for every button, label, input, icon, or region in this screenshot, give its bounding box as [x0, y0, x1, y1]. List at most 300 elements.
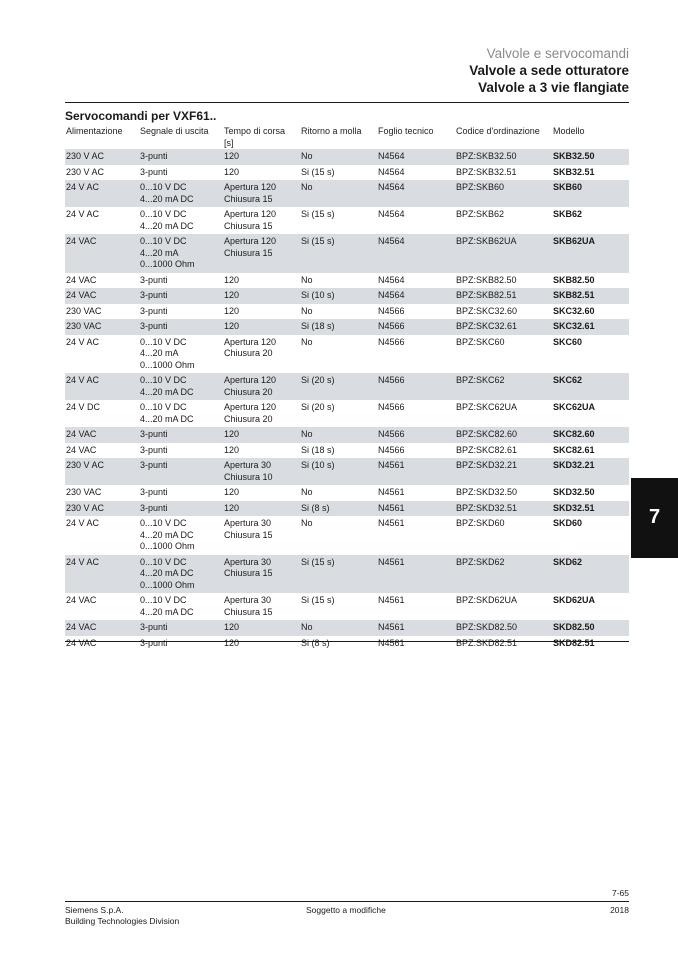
actuator-table	[65, 124, 629, 651]
cell-text: 3-punti	[140, 637, 168, 648]
cell-text: BPZ:SKD62	[456, 556, 505, 567]
cell-text: 0...10 V DC	[140, 236, 187, 246]
cell-text: N4561	[378, 518, 405, 528]
cell-text: N4566	[378, 402, 405, 412]
cell-order-code	[456, 337, 505, 349]
cell-order-code	[456, 557, 505, 569]
cell-text: 230 VAC	[66, 305, 102, 316]
cell-text: 24 VAC	[66, 290, 97, 300]
cell-text: Chiusura 15	[224, 193, 273, 204]
table-row	[65, 427, 629, 443]
cell-text: 24 VAC	[66, 429, 97, 439]
cell-spring-return	[301, 402, 335, 414]
cell-running-time	[224, 209, 276, 232]
cell-spring-return	[301, 167, 335, 179]
cell-spring-return	[301, 622, 313, 634]
cell-text: Chiusura 10	[224, 471, 273, 482]
table-row	[65, 443, 629, 459]
cell-output-signal	[140, 182, 194, 205]
cell-text: BPZ:SKD60	[456, 518, 505, 528]
cell-order-code	[456, 167, 517, 179]
cell-order-code	[456, 622, 517, 634]
cell-text: 120	[224, 444, 240, 455]
cell-text: Chiusura 20	[224, 348, 273, 358]
cell-output-signal	[140, 151, 168, 163]
cell-output-signal	[140, 518, 195, 553]
cell-text: 24 VAC	[66, 236, 97, 246]
cell-running-time	[224, 290, 239, 302]
cell-datasheet	[378, 402, 405, 414]
table-row	[65, 485, 629, 501]
cell-text: 230 VAC	[66, 321, 102, 331]
cell-running-time	[224, 275, 239, 287]
column-header-text: [s]	[224, 137, 234, 148]
chapter-tab-label: 7	[648, 506, 661, 528]
cell-text: Si (18 s)	[301, 444, 335, 455]
cell-text: 24 V AC	[66, 182, 100, 192]
cell-text: 0...1000 Ohm	[140, 579, 195, 590]
cell-supply	[66, 622, 96, 634]
cell-model	[553, 557, 582, 569]
cell-supply	[66, 503, 104, 515]
cell-spring-return	[301, 290, 335, 302]
cell-text: N4564	[378, 209, 405, 219]
cell-text: N4564	[378, 236, 405, 246]
cell-output-signal	[140, 375, 194, 398]
cell-text: Apertura 30	[224, 595, 272, 605]
cell-text: N4564	[378, 151, 405, 161]
cell-model	[553, 460, 595, 472]
cell-spring-return	[301, 151, 313, 163]
cell-spring-return	[301, 638, 330, 650]
cell-text: 120	[224, 274, 240, 285]
cell-text: BPZ:SKB32.51	[456, 166, 517, 177]
cell-running-time	[224, 236, 276, 259]
cell-text: 4...20 mA	[140, 247, 179, 258]
cell-text: BPZ:SKD32.21	[456, 460, 518, 470]
cell-supply	[66, 460, 104, 472]
cell-text: SKD32.50	[553, 487, 595, 497]
cell-datasheet	[378, 429, 405, 441]
footer-company-line2: Building Technologies Division	[65, 916, 180, 926]
cell-text: 0...10 V DC	[140, 556, 187, 567]
table-row	[65, 319, 629, 335]
cell-model	[553, 375, 582, 387]
cell-text: SKB62UA	[553, 236, 596, 246]
header-title-line1: Valvole a sede otturatore	[469, 63, 629, 78]
cell-text: Apertura 30	[224, 556, 272, 567]
cell-text: BPZ:SKC82.61	[456, 444, 518, 455]
cell-text: SKC62UA	[553, 402, 596, 412]
cell-text: SKC32.60	[553, 305, 595, 316]
cell-text: Apertura 120	[224, 336, 277, 347]
cell-supply	[66, 151, 104, 163]
cell-text: 3-punti	[140, 622, 168, 632]
cell-datasheet	[378, 638, 405, 650]
cell-order-code	[456, 236, 517, 248]
table-row	[65, 636, 629, 652]
cell-text: 230 V AC	[66, 460, 105, 470]
cell-text: SKC82.61	[553, 444, 595, 455]
cell-text: No	[301, 151, 313, 161]
cell-text: Chiusura 20	[224, 413, 273, 424]
column-header-text: Segnale di uscita	[140, 126, 209, 136]
cell-supply	[66, 429, 96, 441]
cell-model	[553, 337, 582, 349]
cell-text: 24 VAC	[66, 622, 97, 632]
cell-text: BPZ:SKC60	[456, 336, 505, 347]
cell-text: 0...10 V DC	[140, 336, 187, 347]
cell-text: 230 V AC	[66, 502, 105, 513]
cell-text: BPZ:SKC82.60	[456, 429, 518, 439]
header-category: Valvole e servocomandi	[486, 46, 629, 61]
cell-model	[553, 402, 595, 414]
cell-order-code	[456, 595, 517, 607]
cell-text: 3-punti	[140, 487, 168, 497]
footer-company	[65, 905, 179, 927]
cell-text: SKB82.51	[553, 290, 595, 300]
cell-text: 120	[224, 321, 240, 331]
cell-text: N4564	[378, 182, 405, 192]
cell-text: BPZ:SKB82.50	[456, 274, 517, 285]
cell-supply	[66, 337, 99, 349]
cell-text: SKB82.50	[553, 274, 595, 285]
cell-text: SKD60	[553, 518, 583, 528]
cell-spring-return	[301, 503, 330, 515]
cell-datasheet	[378, 209, 405, 221]
cell-text: Si (8 s)	[301, 502, 330, 513]
cell-datasheet	[378, 375, 405, 387]
cell-order-code	[456, 375, 505, 387]
cell-text: BPZ:SKD32.50	[456, 487, 518, 497]
cell-datasheet	[378, 182, 405, 194]
cell-text: SKC60	[553, 336, 583, 347]
table-row	[65, 373, 629, 400]
cell-text: BPZ:SKB32.50	[456, 151, 517, 161]
cell-text: 120	[224, 637, 240, 648]
cell-text: SKD62	[553, 556, 583, 567]
cell-text: N4561	[378, 622, 405, 632]
cell-order-code	[456, 306, 517, 318]
cell-running-time	[224, 622, 239, 634]
cell-text: 0...10 V DC	[140, 518, 187, 528]
cell-order-code	[456, 460, 517, 472]
footer-notice: Soggetto a modifiche	[306, 905, 386, 915]
cell-datasheet	[378, 337, 405, 349]
cell-text: N4566	[378, 336, 405, 347]
cell-supply	[66, 557, 99, 569]
cell-supply	[66, 182, 99, 194]
cell-text: Apertura 120	[224, 402, 277, 412]
cell-supply	[66, 236, 96, 248]
cell-text: SKD82.50	[553, 622, 595, 632]
cell-text: N4564	[378, 290, 405, 300]
cell-running-time	[224, 375, 276, 398]
cell-text: BPZ:SKB82.51	[456, 290, 517, 300]
cell-text: Si (20 s)	[301, 402, 335, 412]
cell-supply	[66, 487, 101, 499]
cell-output-signal	[140, 337, 195, 372]
table-row	[65, 149, 629, 165]
cell-running-time	[224, 151, 239, 163]
cell-output-signal	[140, 503, 168, 515]
cell-text: 120	[224, 622, 240, 632]
cell-text: 230 VAC	[66, 487, 102, 497]
cell-text: Si (15 s)	[301, 556, 335, 567]
cell-spring-return	[301, 518, 313, 530]
cell-text: BPZ:SKC62UA	[456, 402, 518, 412]
cell-text: 24 VAC	[66, 637, 97, 648]
cell-text: BPZ:SKB62UA	[456, 236, 517, 246]
cell-model	[553, 321, 595, 333]
cell-text: BPZ:SKD62UA	[456, 595, 518, 605]
cell-running-time	[224, 402, 276, 425]
cell-order-code	[456, 182, 504, 194]
cell-order-code	[456, 209, 504, 221]
cell-supply	[66, 638, 96, 650]
cell-text: N4561	[378, 487, 405, 497]
cell-text: BPZ:SKB62	[456, 209, 505, 219]
cell-datasheet	[378, 518, 405, 530]
cell-text: 120	[224, 166, 240, 177]
cell-datasheet	[378, 236, 405, 248]
cell-text: BPZ:SKB60	[456, 182, 505, 192]
cell-output-signal	[140, 275, 168, 287]
cell-text: N4561	[378, 595, 405, 605]
column-header-text: Codice d'ordinazione	[456, 126, 540, 136]
cell-text: 24 V DC	[66, 402, 101, 412]
header-title-line2: Valvole a 3 vie flangiate	[478, 80, 629, 95]
header-rule	[65, 102, 629, 103]
cell-text: Si (20 s)	[301, 375, 335, 385]
cell-running-time	[224, 306, 239, 318]
cell-text: Chiusura 15	[224, 247, 273, 258]
cell-datasheet	[378, 445, 405, 457]
cell-order-code	[456, 290, 517, 302]
cell-text: 4...20 mA DC	[140, 386, 194, 397]
cell-text: 230 V AC	[66, 166, 105, 177]
cell-output-signal	[140, 557, 195, 592]
cell-text: N4566	[378, 375, 405, 385]
cell-spring-return	[301, 557, 335, 569]
footer-year: 2018	[610, 905, 629, 915]
table-row	[65, 180, 629, 207]
cell-text: 4...20 mA DC	[140, 568, 194, 578]
cell-output-signal	[140, 402, 194, 425]
cell-text: SKC82.60	[553, 429, 595, 439]
cell-spring-return	[301, 275, 313, 287]
table-row	[65, 555, 629, 594]
cell-model	[553, 487, 595, 499]
cell-model	[553, 445, 595, 457]
cell-output-signal	[140, 236, 195, 271]
table-row	[65, 288, 629, 304]
cell-spring-return	[301, 321, 335, 333]
cell-text: 3-punti	[140, 274, 168, 285]
chapter-tab[interactable]	[631, 478, 678, 558]
cell-running-time	[224, 321, 239, 333]
cell-output-signal	[140, 595, 194, 618]
cell-text: Apertura 120	[224, 209, 277, 219]
cell-text: 3-punti	[140, 290, 168, 300]
cell-text: N4564	[378, 166, 405, 177]
cell-datasheet	[378, 290, 405, 302]
cell-text: 120	[224, 151, 240, 161]
cell-supply	[66, 275, 96, 287]
cell-text: 3-punti	[140, 321, 168, 331]
cell-running-time	[224, 182, 276, 205]
cell-datasheet	[378, 321, 405, 333]
cell-text: 3-punti	[140, 151, 168, 161]
cell-text: Chiusura 15	[224, 606, 273, 617]
cell-model	[553, 275, 595, 287]
column-header-text: Modello	[553, 126, 585, 136]
cell-text: N4561	[378, 460, 405, 470]
cell-model	[553, 518, 582, 530]
cell-supply	[66, 306, 101, 318]
column-header-supply	[66, 126, 123, 138]
cell-text: 120	[224, 487, 240, 497]
table-row	[65, 516, 629, 555]
cell-text: SKD62UA	[553, 595, 596, 605]
column-header-model	[553, 126, 585, 138]
cell-text: Apertura 30	[224, 518, 272, 528]
cell-model	[553, 290, 595, 302]
cell-spring-return	[301, 445, 335, 457]
cell-datasheet	[378, 503, 405, 515]
cell-text: SKB32.50	[553, 151, 595, 161]
cell-datasheet	[378, 557, 405, 569]
cell-supply	[66, 445, 96, 457]
cell-datasheet	[378, 151, 405, 163]
cell-model	[553, 429, 595, 441]
cell-supply	[66, 321, 101, 333]
cell-datasheet	[378, 622, 405, 634]
cell-running-time	[224, 557, 273, 580]
cell-text: SKB60	[553, 182, 583, 192]
cell-spring-return	[301, 337, 313, 349]
cell-text: 3-punti	[140, 460, 168, 470]
column-header-text: Alimentazione	[66, 126, 123, 136]
cell-running-time	[224, 167, 239, 179]
cell-output-signal	[140, 638, 168, 650]
cell-text: Chiusura 15	[224, 568, 273, 578]
cell-text: N4561	[378, 556, 405, 567]
cell-supply	[66, 375, 99, 387]
cell-spring-return	[301, 182, 313, 194]
column-header-output-signal	[140, 126, 209, 138]
cell-text: Apertura 120	[224, 375, 277, 385]
cell-spring-return	[301, 487, 313, 499]
column-header-order-code	[456, 126, 540, 138]
table-bottom-rule	[65, 641, 629, 642]
cell-text: BPZ:SKD82.50	[456, 622, 518, 632]
cell-supply	[66, 167, 104, 179]
cell-text: 24 V AC	[66, 336, 100, 347]
cell-text: Si (15 s)	[301, 236, 335, 246]
cell-text: 3-punti	[140, 429, 168, 439]
cell-text: No	[301, 182, 313, 192]
cell-text: 120	[224, 290, 240, 300]
cell-text: SKC32.61	[553, 321, 595, 331]
cell-spring-return	[301, 209, 335, 221]
column-header-datasheet	[378, 126, 434, 138]
cell-output-signal	[140, 290, 168, 302]
cell-datasheet	[378, 306, 405, 318]
cell-order-code	[456, 321, 517, 333]
cell-text: 4...20 mA DC	[140, 413, 194, 424]
cell-text: No	[301, 487, 313, 497]
table-row	[65, 273, 629, 289]
table-header-row	[65, 124, 629, 149]
cell-text: Si (15 s)	[301, 595, 335, 605]
cell-output-signal	[140, 429, 168, 441]
cell-text: N4561	[378, 637, 405, 648]
cell-order-code	[456, 445, 517, 457]
cell-running-time	[224, 595, 273, 618]
cell-text: 120	[224, 502, 240, 513]
column-header-text: Tempo di corsa	[224, 126, 286, 136]
cell-running-time	[224, 638, 239, 650]
cell-text: No	[301, 336, 313, 347]
cell-running-time	[224, 429, 239, 441]
cell-order-code	[456, 429, 517, 441]
cell-spring-return	[301, 306, 313, 318]
cell-text: N4566	[378, 429, 405, 439]
page-number: 7-65	[611, 888, 629, 898]
cell-text: N4566	[378, 305, 405, 316]
cell-text: SKD82.51	[553, 637, 595, 648]
cell-text: N4564	[378, 274, 405, 285]
cell-text: Si (8 s)	[301, 637, 330, 648]
cell-datasheet	[378, 275, 405, 287]
cell-text: 120	[224, 429, 240, 439]
cell-supply	[66, 290, 96, 302]
cell-model	[553, 182, 582, 194]
cell-running-time	[224, 503, 239, 515]
cell-supply	[66, 595, 96, 607]
cell-text: Si (10 s)	[301, 460, 335, 470]
cell-output-signal	[140, 167, 168, 179]
cell-running-time	[224, 445, 239, 457]
cell-text: 0...10 V DC	[140, 402, 187, 412]
cell-supply	[66, 209, 99, 221]
cell-text: 120	[224, 305, 240, 316]
cell-text: Chiusura 15	[224, 529, 273, 540]
cell-text: 3-punti	[140, 166, 168, 177]
cell-order-code	[456, 503, 517, 515]
cell-order-code	[456, 402, 517, 414]
cell-running-time	[224, 460, 273, 483]
cell-text: BPZ:SKC62	[456, 375, 505, 385]
column-header-running-time	[224, 126, 285, 149]
cell-datasheet	[378, 487, 405, 499]
cell-model	[553, 306, 595, 318]
cell-text: No	[301, 518, 313, 528]
table-row	[65, 458, 629, 485]
cell-supply	[66, 402, 100, 414]
table-row	[65, 234, 629, 273]
cell-text: Apertura 120	[224, 236, 277, 246]
cell-text: 0...10 V DC	[140, 595, 187, 605]
cell-text: 24 V AC	[66, 518, 100, 528]
cell-text: 0...1000 Ohm	[140, 259, 195, 269]
cell-text: 4...20 mA	[140, 348, 179, 358]
cell-output-signal	[140, 622, 168, 634]
table-row	[65, 400, 629, 427]
cell-text: Si (18 s)	[301, 321, 335, 331]
cell-output-signal	[140, 460, 168, 472]
